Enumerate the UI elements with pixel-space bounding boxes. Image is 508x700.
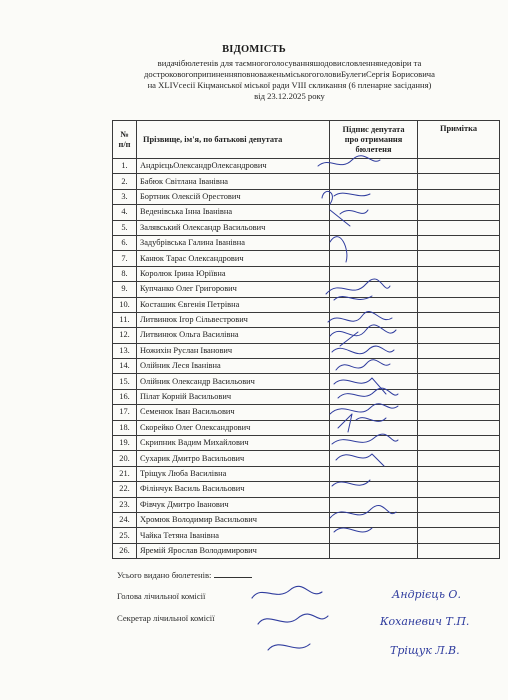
table-row [113, 282, 500, 297]
signature-cell [330, 466, 418, 481]
deputy-name: Філінчук Василь Васильович [137, 482, 330, 497]
note-cell [418, 159, 500, 174]
note-cell [418, 466, 500, 481]
header-signature [330, 121, 418, 159]
row-number: 12. [113, 328, 137, 343]
note-cell [418, 482, 500, 497]
signature-cell [330, 420, 418, 435]
signature-cell [330, 497, 418, 512]
handwritten-names [379, 588, 469, 657]
row-number: 25. [113, 528, 137, 543]
signature-cell [330, 343, 418, 358]
deputy-name: Скрипник Вадим Михайлович [137, 436, 330, 451]
deputy-name: Залявський Олександр Васильович [137, 220, 330, 235]
chair-line [117, 591, 205, 601]
note-cell [418, 343, 500, 358]
document-title: ВІДОМІСТЬ [222, 44, 286, 55]
deputy-name: АндрієцьОлександрОлександрович [137, 159, 330, 174]
row-number: 14. [113, 359, 137, 374]
note-cell [418, 205, 500, 220]
table-row [113, 189, 500, 204]
deputy-name: Скорейко Олег Олександрович [137, 420, 330, 435]
note-cell [418, 189, 500, 204]
chair-signature [252, 586, 322, 598]
secretary-label: Секретар лічильної комісії [117, 613, 215, 623]
deputy-name: Чайка Тетяна Іванівна [137, 528, 330, 543]
table-row [113, 251, 500, 266]
table-row [113, 312, 500, 327]
note-cell [418, 328, 500, 343]
table-row [113, 297, 500, 312]
row-number: 22. [113, 482, 137, 497]
table-row [113, 343, 500, 358]
deputy-name: Тріщук Люба Василівна [137, 466, 330, 481]
table-row [113, 512, 500, 527]
note-cell [418, 359, 500, 374]
secretary-signature [258, 614, 328, 624]
table-row [113, 235, 500, 250]
table-row [113, 451, 500, 466]
deputy-name: Купчанко Олег Григорович [137, 282, 330, 297]
table-row [113, 528, 500, 543]
table-row [113, 266, 500, 281]
secretary-handwritten-name: Коханевич Т.П. [380, 615, 470, 628]
ballot-issuance-table [112, 120, 500, 559]
signature-cell [330, 159, 418, 174]
note-cell [418, 251, 500, 266]
note-cell [418, 220, 500, 235]
note-cell [418, 389, 500, 404]
signature-cell [330, 328, 418, 343]
note-cell [418, 497, 500, 512]
note-cell [418, 266, 500, 281]
deputy-name: Яремій Ярослав Володимирович [137, 543, 330, 558]
deputy-name: Олійник Леся Іванівна [137, 359, 330, 374]
table-row [113, 174, 500, 189]
deputy-name: Ножихін Руслан Іванович [137, 343, 330, 358]
chair-label: Голова лічильної комісії [117, 591, 206, 601]
note-cell [418, 174, 500, 189]
row-number: 21. [113, 466, 137, 481]
deputy-name: Задубрівська Галина Іванівна [137, 235, 330, 250]
signature-cell [330, 174, 418, 189]
deputy-name: Фівчук Дмитро Іванович [137, 497, 330, 512]
subtitle-line: на XLIVсесії Кіцманської міської ради VIII скликання (6 пленарне засідання) [147, 80, 432, 90]
deputy-name: Бортник Олексій Орестович [137, 189, 330, 204]
header-signature-line: про отримання [344, 134, 403, 144]
deputy-name: Сухарик Дмитро Васильович [137, 451, 330, 466]
table-row [113, 359, 500, 374]
row-number: 9. [113, 282, 137, 297]
row-number: 17. [113, 405, 137, 420]
row-number: 23. [113, 497, 137, 512]
table-row [113, 389, 500, 404]
header-number [113, 121, 137, 159]
signature-cell [330, 512, 418, 527]
header-number-line: № [120, 129, 129, 139]
signature-cell [330, 451, 418, 466]
table-row [113, 420, 500, 435]
table-row [113, 466, 500, 481]
row-number: 11. [113, 312, 137, 327]
signature-cell [330, 297, 418, 312]
row-number: 26. [113, 543, 137, 558]
note-cell [418, 297, 500, 312]
row-number: 8. [113, 266, 137, 281]
header-note: Примітка [418, 121, 500, 159]
issued-count-blank [214, 569, 252, 578]
deputy-name: Олійник Олександр Васильович [137, 374, 330, 389]
deputy-name: Канюк Тарас Олександрович [137, 251, 330, 266]
table-row [113, 159, 500, 174]
row-number: 20. [113, 451, 137, 466]
deputy-name: Королюк Ірина Юріївна [137, 266, 330, 281]
header-name: Прізвище, ім'я, по батькові депутата [137, 121, 330, 159]
row-number: 18. [113, 420, 137, 435]
subtitle-line: достроковогоприпиненняповноваженьміськогоголовиБулегиСергія Борисовича [144, 69, 435, 79]
table-row [113, 405, 500, 420]
row-number: 4. [113, 205, 137, 220]
issued-count-label: Усього видано бюлетенів: [117, 570, 212, 580]
table-row [113, 482, 500, 497]
note-cell [418, 543, 500, 558]
signature-cell [330, 251, 418, 266]
row-number: 3. [113, 189, 137, 204]
signature-cell [330, 189, 418, 204]
table-row [113, 497, 500, 512]
note-cell [418, 451, 500, 466]
note-cell [418, 512, 500, 527]
signature-cell [330, 266, 418, 281]
signature-cell [330, 405, 418, 420]
table-row [113, 220, 500, 235]
row-number: 2. [113, 174, 137, 189]
row-number: 6. [113, 235, 137, 250]
note-cell [418, 436, 500, 451]
note-cell [418, 235, 500, 250]
note-cell [418, 420, 500, 435]
signature-cell [330, 359, 418, 374]
issued-count-line [117, 569, 252, 580]
signature-cell [330, 482, 418, 497]
header-signature-line: бюлетеня [355, 144, 392, 154]
subtitle-line: видачібюлетенів для таємногоголосуванняшодовисловленнянедовіри та [157, 58, 422, 68]
table-row [113, 328, 500, 343]
signature-cell [330, 205, 418, 220]
signature-cell [330, 528, 418, 543]
document-subtitle [92, 58, 487, 102]
signature-cell [330, 543, 418, 558]
note-cell [418, 374, 500, 389]
deputy-name: Пілат Корній Васильович [137, 389, 330, 404]
member-signature [268, 644, 310, 650]
header-number-line: п/п [118, 139, 131, 149]
commission-signatures [252, 586, 328, 650]
table-row [113, 543, 500, 558]
note-cell [418, 405, 500, 420]
table-row [113, 205, 500, 220]
secretary-line [117, 613, 215, 623]
deputy-name: Косташик Євгенія Петрівна [137, 297, 330, 312]
row-number: 1. [113, 159, 137, 174]
chair-handwritten-name: Андрієць О. [392, 588, 461, 601]
signature-cell [330, 436, 418, 451]
row-number: 15. [113, 374, 137, 389]
deputy-name: Семенюк Іван Васильович [137, 405, 330, 420]
deputy-name: Бабюк Світлана Іванівна [137, 174, 330, 189]
table-row [113, 374, 500, 389]
note-cell [418, 282, 500, 297]
signature-cell [330, 312, 418, 327]
deputy-name: Хромюк Володимир Васильович [137, 512, 330, 527]
row-number: 7. [113, 251, 137, 266]
signature-cell [330, 282, 418, 297]
header-signature-line: Підпис депутата [342, 124, 405, 134]
row-number: 13. [113, 343, 137, 358]
signature-cell [330, 220, 418, 235]
note-cell [418, 312, 500, 327]
table-row [113, 436, 500, 451]
row-number: 16. [113, 389, 137, 404]
table-body [113, 159, 500, 559]
signature-cell [330, 374, 418, 389]
row-number: 5. [113, 220, 137, 235]
subtitle-line: від 23.12.2025 року [254, 91, 325, 101]
deputy-name: Литвинюк Ігор Сільвестрович [137, 312, 330, 327]
deputy-name: Литвинюк Ольга Василівна [137, 328, 330, 343]
row-number: 19. [113, 436, 137, 451]
signature-cell [330, 389, 418, 404]
row-number: 24. [113, 512, 137, 527]
table-header-row [113, 121, 500, 159]
note-cell [418, 528, 500, 543]
member-handwritten-name: Тріщук Л.В. [390, 644, 460, 657]
deputy-name: Веденівська Інна Іванівна [137, 205, 330, 220]
row-number: 10. [113, 297, 137, 312]
signature-cell [330, 235, 418, 250]
